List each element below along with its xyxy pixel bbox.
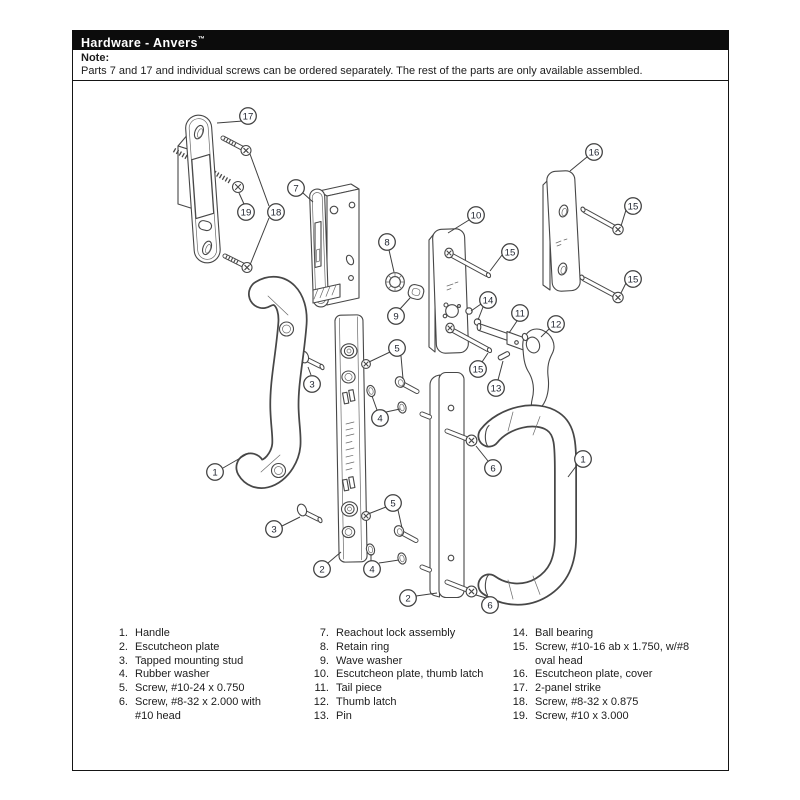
strike-plate-drawing (185, 114, 221, 263)
part-number: 17. (512, 682, 528, 695)
callout-leader-line (372, 396, 377, 410)
handle-left-drawing (251, 291, 294, 478)
part-number: 9. (319, 654, 329, 667)
callout-leader-line (308, 367, 311, 375)
note-label: Note: (81, 52, 110, 64)
callout-leader-line (379, 560, 399, 563)
cover-plate-drawing (543, 170, 581, 291)
part-label: Thumb latch (336, 695, 397, 708)
callout-number: 10 (470, 210, 482, 222)
part-number: 5. (118, 682, 128, 695)
callout-2 (314, 552, 341, 577)
callout-5 (369, 340, 405, 379)
parts-list-item (104, 641, 261, 655)
callout-number: 9 (393, 311, 399, 323)
callout-5 (368, 495, 402, 528)
callout-6 (476, 446, 501, 476)
callout-number: 3 (309, 379, 315, 391)
callout-leader-line (570, 157, 587, 171)
parts-list-item-continuation (504, 655, 689, 669)
callout-leader-line (250, 218, 269, 265)
callout-number: 11 (515, 308, 525, 320)
part-number: 19. (512, 709, 528, 722)
callout-leader-line (490, 255, 502, 271)
parts-list-item (104, 627, 261, 641)
callout-number: 18 (270, 207, 282, 219)
callout-15 (621, 198, 641, 226)
parts-list-item (504, 627, 689, 641)
callout-leader-line (400, 298, 410, 309)
callout-number: 7 (293, 183, 299, 195)
callout-leader-line (498, 361, 503, 380)
part-number: 2. (118, 640, 128, 653)
screw-5-upper-drawing (394, 375, 417, 391)
parts-list-column-3 (504, 627, 689, 724)
part-label: Escutcheon plate, cover (535, 668, 653, 681)
part-number (104, 710, 135, 724)
part-label: Tapped mounting stud (135, 654, 244, 667)
callout-number: 2 (319, 564, 325, 576)
part-number: 18. (512, 695, 528, 708)
part-number: 3. (118, 654, 128, 667)
callout-number: 15 (504, 247, 516, 259)
callout-13 (488, 361, 505, 396)
page-title-text: Hardware - Anvers (81, 36, 198, 50)
callout-leader-line (509, 321, 517, 333)
trademark-symbol: ™ (197, 36, 205, 43)
callout-19 (238, 193, 255, 220)
part-number: 1. (118, 627, 128, 639)
callout-14 (471, 292, 496, 320)
parts-list-item (305, 696, 483, 710)
part-label: #10 head (135, 709, 181, 722)
part-number: 15. (512, 640, 528, 653)
callout-8 (379, 234, 396, 272)
parts-list-item (504, 696, 689, 710)
part-label: Pin (336, 709, 352, 722)
callout-leader-line (482, 353, 488, 362)
callout-number: 6 (487, 600, 493, 612)
part-label: 2-panel strike (535, 682, 602, 695)
callout-number: 15 (627, 274, 639, 286)
callout-leader-line (476, 446, 488, 461)
note-text: Parts 7 and 17 and individual screws can be ordered separately. The rest of the parts are only available assembled. (81, 65, 643, 77)
parts-list-item (305, 655, 483, 669)
parts-list-item (104, 655, 261, 669)
part-label: Retain ring (336, 640, 390, 653)
parts-list-item (305, 710, 483, 724)
part-label: oval head (535, 654, 583, 667)
parts-list-item (305, 682, 483, 696)
part-label: Escutcheon plate, thumb latch (336, 668, 484, 681)
callout-7 (288, 180, 313, 202)
callout-number: 1 (212, 467, 218, 479)
callout-number: 4 (369, 564, 375, 576)
callout-leader-line (217, 121, 243, 123)
screw-18-lower-drawing (225, 256, 252, 273)
callout-number: 19 (240, 207, 252, 219)
lock-assembly-drawing (309, 184, 359, 307)
part-number: 4. (118, 668, 128, 681)
parts-list-item (504, 668, 689, 682)
handle-right-drawing (485, 412, 565, 599)
parts-list-item (504, 710, 689, 724)
callout-16 (570, 144, 602, 171)
exploded-parts-diagram (72, 80, 731, 628)
callout-10 (448, 207, 484, 233)
part-number: 13. (313, 709, 329, 722)
callout-leader-line (250, 154, 269, 206)
callout-number: 14 (482, 295, 494, 307)
callout-3 (266, 517, 300, 537)
part-number: 6. (118, 695, 128, 708)
part-label: Handle (135, 627, 170, 639)
callout-leader-line (621, 283, 626, 293)
mounting-stud-lower-drawing (296, 503, 323, 523)
part-number (504, 655, 535, 669)
callout-number: 16 (588, 147, 600, 159)
callout-9 (388, 298, 410, 324)
thumb-latch-drawing (521, 329, 554, 410)
callout-leader-line (386, 409, 400, 412)
screw-5-lower-drawing (393, 524, 416, 540)
part-label: Tail piece (336, 682, 382, 695)
part-label: Screw, #8-32 x 0.875 (535, 695, 639, 708)
callout-4 (364, 554, 399, 577)
page-title (72, 30, 729, 50)
part-label: Screw, #8-32 x 2.000 with (135, 695, 261, 708)
part-label: Reachout lock assembly (336, 627, 456, 639)
screw-15b-drawing (580, 206, 623, 234)
callout-number: 6 (490, 463, 496, 475)
parts-list-item (104, 668, 261, 682)
part-number: 7. (319, 627, 329, 639)
retain-ring-drawing (386, 273, 405, 292)
part-number: 16. (512, 668, 528, 681)
parts-list-item (504, 682, 689, 696)
parts-list-item (305, 668, 483, 682)
callout-leader-line (401, 356, 403, 379)
callout-number: 8 (384, 237, 390, 249)
part-label: Wave washer (336, 654, 403, 667)
parts-list-item (504, 641, 689, 655)
parts-list-item (305, 641, 483, 655)
callout-number: 15 (472, 364, 484, 376)
part-label: Screw, #10-16 ab x 1.750, w/#8 (535, 640, 690, 653)
screw-18-upper-drawing (223, 138, 251, 156)
parts-list-column-1 (104, 627, 261, 724)
part-label: Ball bearing (535, 627, 594, 639)
callout-number: 4 (377, 413, 383, 425)
parts-list-item (104, 696, 261, 710)
callout-leader-line (368, 507, 386, 514)
callout-number: 5 (394, 343, 400, 355)
parts-list-item (104, 682, 261, 696)
part-number: 8. (319, 640, 329, 653)
callout-leader-line (621, 210, 626, 226)
part-label: Rubber washer (135, 668, 210, 681)
parts-list-item (305, 627, 483, 641)
callout-4 (372, 396, 400, 426)
callout-leader-line (369, 352, 390, 362)
callout-number: 13 (490, 383, 502, 395)
callout-number: 15 (627, 201, 639, 213)
callout-6 (476, 595, 498, 613)
callout-leader-line (478, 307, 483, 320)
part-label: Screw, #10-24 x 0.750 (135, 682, 245, 695)
callout-15 (470, 353, 488, 377)
callout-17 (217, 108, 256, 125)
callout-number: 2 (405, 593, 411, 605)
callout-number: 17 (242, 111, 254, 123)
callout-11 (509, 305, 528, 333)
parts-list-column-2 (305, 627, 483, 724)
part-label: Escutcheon plate (135, 640, 220, 653)
callout-number: 5 (390, 498, 396, 510)
callout-15 (621, 271, 641, 293)
callout-3 (304, 367, 321, 392)
callout-leader-line (239, 193, 244, 204)
callout-15 (490, 244, 518, 271)
escutcheon-plate-right-drawing (422, 373, 464, 598)
callout-leader-line (471, 304, 481, 311)
screw-15c-drawing (579, 274, 623, 302)
callout-12 (541, 316, 564, 337)
callout-number: 12 (550, 319, 562, 331)
parts-list-item-continuation (104, 710, 261, 724)
callout-leader-line (282, 517, 300, 526)
pin-drawing (498, 351, 511, 361)
escutcheon-plate-drawing (335, 315, 371, 562)
part-label: Screw, #10 x 3.000 (535, 709, 629, 722)
part-number: 14. (512, 627, 528, 639)
callout-number: 3 (271, 524, 277, 536)
callout-leader-line (389, 250, 394, 272)
part-number: 12. (313, 695, 329, 708)
callout-18 (250, 154, 284, 265)
part-number: 11. (314, 682, 329, 695)
callout-number: 1 (580, 454, 586, 466)
part-number: 10. (313, 668, 329, 681)
